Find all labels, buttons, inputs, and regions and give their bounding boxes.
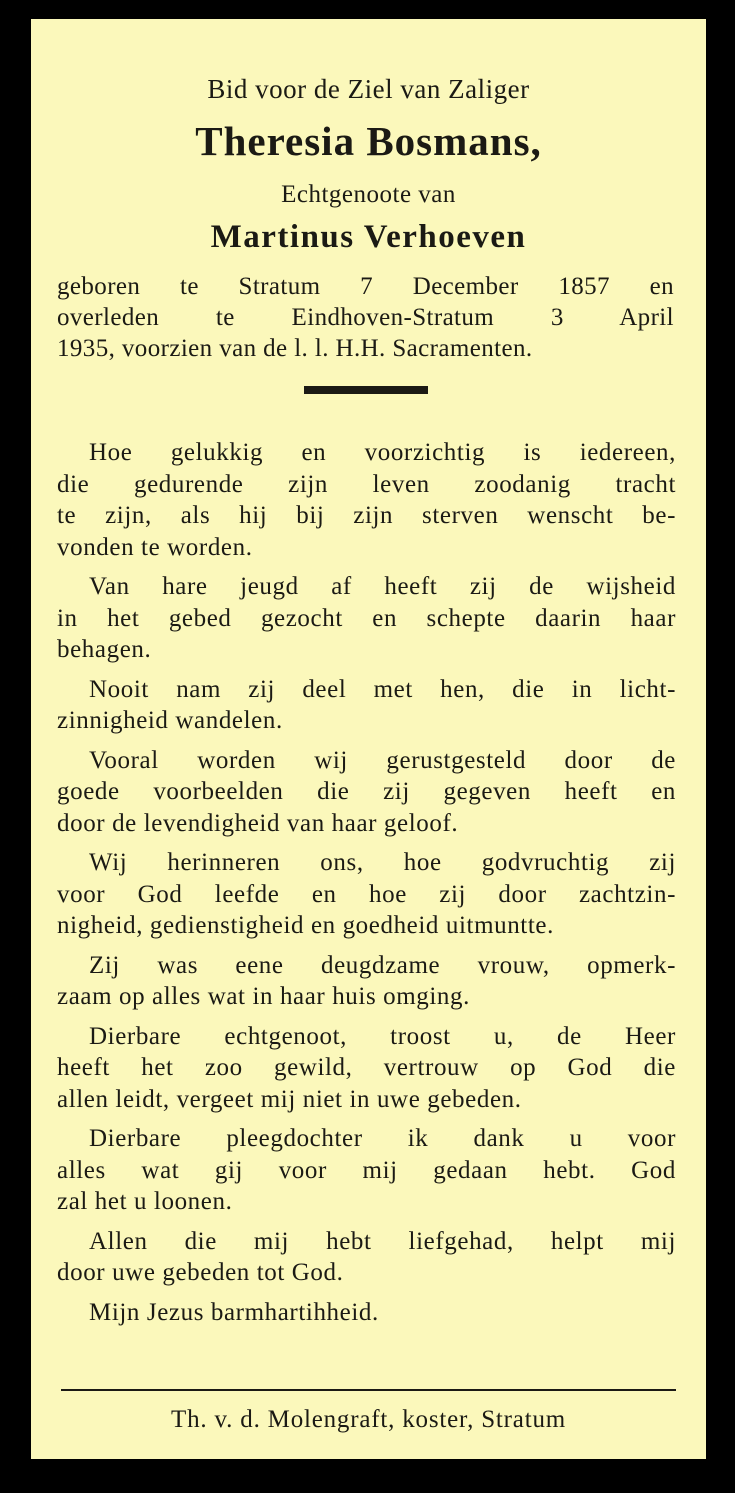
memorial-card — [31, 19, 706, 1459]
dates-line: geboren te Stratum 7 December 1857 en — [57, 273, 674, 300]
memorial-text — [57, 437, 676, 1336]
paragraph-line: alles wat gij voor mij gedaan hebt. God — [57, 1156, 676, 1184]
paragraph-line: Dierbare pleegdochter ik dank u voor — [89, 1125, 676, 1152]
paragraph-line: Van hare jeugd af heeft zij de wijsheid — [89, 573, 676, 600]
paragraph-line: Vooral worden wij gerustgesteld door de — [89, 746, 676, 774]
paragraph-line: Allen die mij hebt liefgehad, helpt mij — [89, 1227, 676, 1255]
paragraph-line: Nooit nam zij deel met hen, die in licht- — [89, 675, 676, 703]
paragraph-line: Mijn Jezus barmhartihheid. — [89, 1298, 379, 1326]
paragraph-line: zinnigheid wandelen. — [57, 707, 283, 734]
paragraph-line: Dierbare echtgenoot, troost u, de Heer — [89, 1022, 676, 1050]
dates-line: 1935, voorzien van de l. l. H.H. Sacramenten. — [57, 335, 533, 362]
memorial-paragraph — [57, 1297, 676, 1329]
paragraph-line: heeft het zoo gewild, vertrouw op God die — [57, 1054, 676, 1081]
memorial-paragraph — [57, 745, 676, 840]
footer-rule — [61, 1389, 676, 1391]
prayer-intro: Bid voor de Ziel van Zaliger — [207, 74, 530, 104]
memorial-paragraph — [57, 950, 676, 1013]
birth-death-dates — [57, 271, 674, 364]
paragraph-line: vonden te worden. — [57, 533, 253, 561]
paragraph-line: te zijn, als hij bij zijn sterven wenscht be- — [57, 502, 676, 529]
memorial-paragraph — [57, 1021, 676, 1116]
paragraph-line: behagen. — [57, 636, 152, 663]
paragraph-line: Hoe gelukkig en voorzichtig is iedereen, — [89, 439, 676, 466]
spouse-name: Martinus Verhoeven — [210, 219, 527, 255]
paragraph-line: in het gebed gezocht en schepte daarin haar — [57, 604, 676, 632]
paragraph-line: door uwe gebeden tot God. — [57, 1259, 344, 1286]
spouse-label: Echtgenoote van — [281, 181, 456, 208]
paragraph-line: Zij was eene deugdzame vrouw, opmerk- — [89, 951, 676, 979]
paragraph-line: goede voorbeelden die zij gegeven heeft en — [57, 778, 676, 805]
deceased-name: Theresia Bosmans, — [195, 118, 542, 164]
memorial-paragraph — [57, 674, 676, 737]
dates-line: overleden te Eindhoven-Stratum 3 April — [57, 304, 674, 331]
memorial-paragraph — [57, 847, 676, 942]
memorial-paragraph — [57, 571, 676, 666]
paragraph-line: voor God leefde en hoe zij door zachtzin- — [57, 880, 676, 908]
paragraph-line: Wij herinneren ons, hoe godvruchtig zij — [89, 849, 676, 876]
paragraph-line: allen leidt, vergeet mij niet in uwe gebeden. — [57, 1085, 522, 1113]
paragraph-line: door de levendigheid van haar geloof. — [57, 809, 459, 837]
memorial-paragraph — [57, 1123, 676, 1218]
paragraph-line: die gedurende zijn leven zoodanig tracht — [57, 470, 676, 498]
divider-bar — [304, 386, 428, 394]
memorial-paragraph — [57, 437, 676, 563]
paragraph-line: nigheid, gedienstigheid en goedheid uitmuntte. — [57, 912, 554, 939]
paragraph-line: zal het u loonen. — [57, 1188, 233, 1215]
paragraph-line: zaam op alles wat in haar huis omging. — [57, 983, 470, 1010]
memorial-paragraph — [57, 1226, 676, 1289]
printer-credit: Th. v. d. Molengraft, koster, Stratum — [171, 1406, 566, 1433]
